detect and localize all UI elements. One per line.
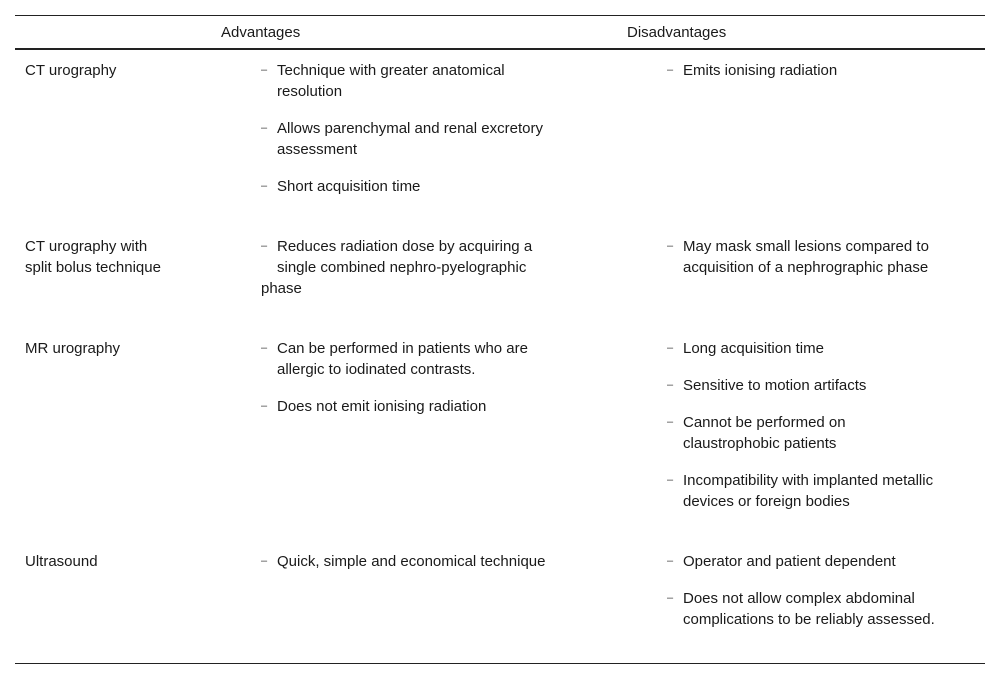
list-item bbox=[261, 118, 581, 160]
item-line: Can be performed in patients who are bbox=[277, 340, 528, 357]
dash-bullet: – bbox=[667, 555, 674, 567]
item-line: Emits ionising radiation bbox=[683, 62, 838, 79]
dash-bullet: – bbox=[261, 122, 268, 134]
list-item bbox=[667, 470, 967, 512]
item-line: Operator and patient dependent bbox=[683, 553, 896, 570]
item-line: Allows parenchymal and renal excretory bbox=[277, 120, 543, 137]
row-label-line: Ultrasound bbox=[25, 553, 98, 570]
list-item bbox=[667, 60, 967, 81]
item-line: Cannot be performed on bbox=[683, 414, 846, 431]
item-line: Technique with greater anatomical bbox=[277, 62, 505, 79]
list-item bbox=[667, 412, 967, 454]
item-line: devices or foreign bodies bbox=[683, 493, 850, 510]
list-item bbox=[261, 176, 581, 197]
list-item bbox=[667, 375, 967, 396]
item-line: Quick, simple and economical technique bbox=[277, 553, 546, 570]
list-item bbox=[261, 551, 581, 572]
list-item bbox=[667, 236, 967, 278]
disadvantages-cell bbox=[667, 551, 967, 646]
row-label bbox=[25, 338, 225, 359]
list-item bbox=[667, 588, 967, 630]
item-line: phase bbox=[261, 280, 302, 297]
item-line: resolution bbox=[277, 83, 343, 100]
disadvantages-cell bbox=[667, 338, 967, 528]
dash-bullet: – bbox=[667, 379, 674, 391]
dash-bullet: – bbox=[261, 342, 268, 354]
header-advantages: Advantages bbox=[221, 24, 301, 41]
dash-bullet: – bbox=[261, 400, 268, 412]
row-label-line: split bolus technique bbox=[25, 259, 161, 276]
dash-bullet: – bbox=[667, 416, 674, 428]
list-item bbox=[667, 551, 967, 572]
header-disadvantages: Disadvantages bbox=[627, 24, 727, 41]
disadvantages-cell bbox=[667, 60, 967, 97]
item-line: acquisition of a nephrographic phase bbox=[683, 259, 929, 276]
item-line: Sensitive to motion artifacts bbox=[683, 377, 867, 394]
item-line: Long acquisition time bbox=[683, 340, 824, 357]
item-line: single combined nephro-pyelographic bbox=[277, 259, 527, 276]
row-label-line: CT urography bbox=[25, 62, 117, 79]
comparison-table bbox=[15, 15, 985, 628]
item-line: complications to be reliably assessed. bbox=[683, 611, 935, 628]
row-label bbox=[25, 236, 225, 278]
row-label-line: CT urography with bbox=[25, 238, 148, 255]
dash-bullet: – bbox=[667, 342, 674, 354]
row-label-line: MR urography bbox=[25, 340, 121, 357]
item-line: claustrophobic patients bbox=[683, 435, 837, 452]
list-item bbox=[261, 60, 581, 102]
item-line: Short acquisition time bbox=[277, 178, 421, 195]
list-item bbox=[261, 396, 581, 417]
list-item bbox=[261, 236, 581, 299]
item-line: Incompatibility with implanted metallic bbox=[683, 472, 934, 489]
bottom-rule bbox=[15, 663, 985, 664]
dash-bullet: – bbox=[667, 240, 674, 252]
row-label bbox=[25, 60, 225, 81]
table-header bbox=[15, 16, 985, 50]
dash-bullet: – bbox=[261, 180, 268, 192]
list-item bbox=[261, 338, 581, 380]
item-line: allergic to iodinated contrasts. bbox=[277, 361, 476, 378]
item-line: May mask small lesions compared to bbox=[683, 238, 929, 255]
advantages-cell bbox=[261, 551, 581, 588]
item-line: Reduces radiation dose by acquiring a bbox=[277, 238, 533, 255]
advantages-cell bbox=[261, 236, 581, 315]
dash-bullet: – bbox=[261, 555, 268, 567]
item-line: Does not emit ionising radiation bbox=[277, 398, 487, 415]
disadvantages-cell bbox=[667, 236, 967, 294]
item-line: assessment bbox=[277, 141, 358, 158]
row-label bbox=[25, 551, 225, 572]
dash-bullet: – bbox=[261, 240, 268, 252]
advantages-cell bbox=[261, 60, 581, 213]
dash-bullet: – bbox=[261, 64, 268, 76]
item-line: Does not allow complex abdominal bbox=[683, 590, 915, 607]
list-item bbox=[667, 338, 967, 359]
dash-bullet: – bbox=[667, 64, 674, 76]
dash-bullet: – bbox=[667, 474, 674, 486]
advantages-cell bbox=[261, 338, 581, 433]
dash-bullet: – bbox=[667, 592, 674, 604]
